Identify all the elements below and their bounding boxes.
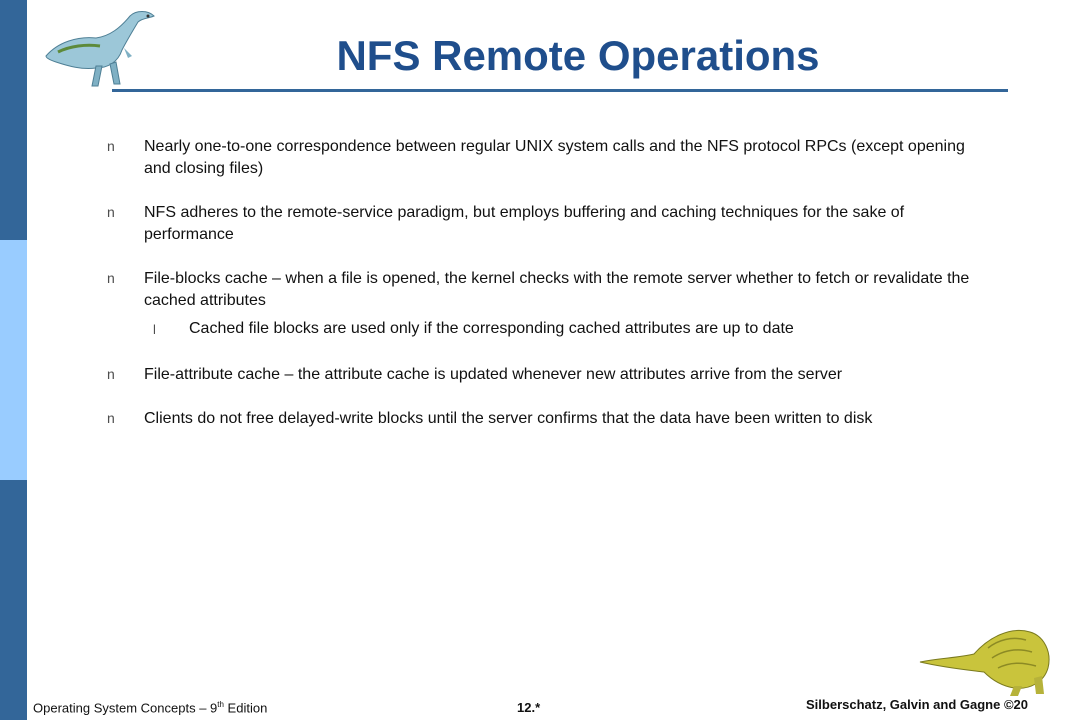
bullet-marker: n <box>107 366 115 382</box>
footer-left-suffix: Edition <box>223 700 268 716</box>
footer-left-superscript: th <box>217 700 224 709</box>
bullet-text: Clients do not free delayed-write blocks until the server confirms that the data have been written to disk <box>144 410 873 427</box>
slide-number: 12.* <box>517 700 541 715</box>
bullet-marker: n <box>107 204 115 220</box>
bullet-text: NFS adheres to the remote-service paradigm, but employs buffering and caching techniques for the sake of performance <box>144 204 905 243</box>
dinosaur-logo-bottom <box>918 618 1058 698</box>
bullet-marker: n <box>107 138 115 154</box>
sub-bullet-marker: l <box>153 322 156 337</box>
sub-bullet-text: Cached file blocks are used only if the corresponding cached attributes are up to date <box>189 320 794 337</box>
bullet-text: File-attribute cache – the attribute cache is updated whenever new attributes arrive from the server <box>144 366 843 383</box>
footer-authors: Silberschatz, Galvin and Gagne ©20 <box>806 697 1028 712</box>
bullet-text: Nearly one-to-one correspondence between regular UNIX system calls and the NFS protocol RPCs (except opening and closing files) <box>144 138 965 177</box>
bullet-marker: n <box>107 410 115 426</box>
slide-title: NFS Remote Operations <box>336 32 820 79</box>
footer-course-title <box>33 700 267 715</box>
bullet-text: File-blocks cache – when a file is opened, the kernel checks with the remote server whether to fetch or revalidate the cached attributes <box>144 270 970 309</box>
footer-left-prefix: Operating System Concepts – 9 <box>33 700 218 716</box>
bullet-marker: n <box>107 270 115 286</box>
